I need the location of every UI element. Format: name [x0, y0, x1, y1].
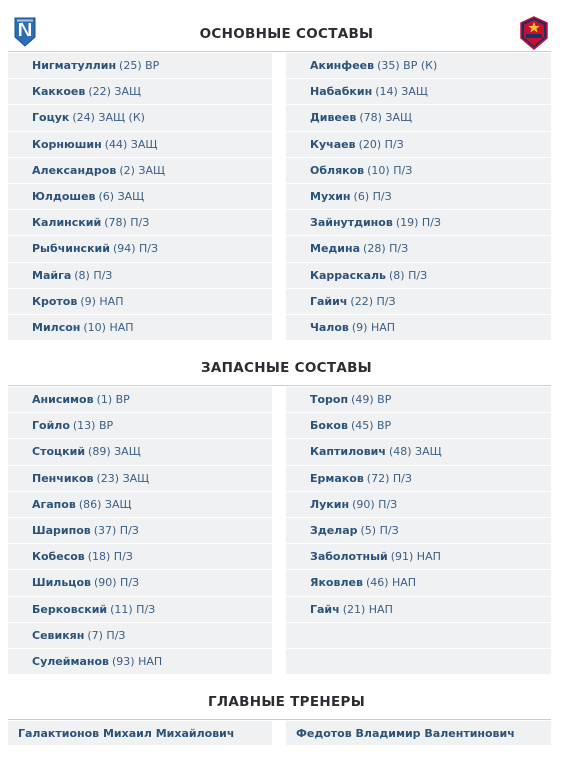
player-name: Боков — [310, 419, 348, 433]
player-number-position: (5) П/З — [360, 524, 399, 538]
player-number-position: (10) П/З — [367, 163, 413, 177]
home-head-coach: Галактионов Михаил Михайлович — [8, 721, 272, 745]
player-name: Гоцук — [32, 111, 70, 125]
player-name: Шарипов — [32, 524, 91, 538]
player-number-position: (22) П/З — [350, 294, 396, 308]
player-row — [286, 315, 551, 341]
player-name: Юлдошев — [32, 190, 96, 204]
player-number-position: (93) НАП — [112, 654, 163, 668]
player-name: Зайнутдинов — [310, 216, 393, 230]
player-row — [8, 289, 272, 315]
player-name: Шильцов — [32, 576, 91, 590]
player-number-position: (45) ВР — [350, 419, 392, 433]
player-name: Обляков — [310, 163, 365, 177]
player-row — [286, 413, 551, 439]
player-number-position: (19) П/З — [395, 216, 441, 230]
player-name: Нигматуллин — [32, 59, 117, 73]
player-row — [286, 544, 551, 570]
starting-away-list — [286, 53, 551, 341]
away-head-coach: Федотов Владимир Валентинович — [286, 721, 551, 745]
starting-home-list — [8, 53, 272, 341]
player-number-position: (94) П/З — [112, 242, 159, 256]
player-number-position: (78) П/З — [104, 216, 150, 230]
player-row — [8, 184, 272, 210]
player-name: Майга — [32, 268, 72, 282]
player-name: Акинфеев — [310, 59, 375, 73]
player-number-position: (13) ВР — [72, 419, 114, 433]
player-number-position: (78) ЗАЩ — [359, 111, 413, 125]
player-number-position: (37) П/З — [93, 524, 139, 538]
player-number-position: (10) НАП — [83, 320, 134, 334]
player-name: Дивеев — [310, 111, 357, 125]
player-row — [286, 518, 551, 544]
divider — [8, 51, 551, 52]
player-number-position: (8) П/З — [74, 268, 113, 282]
player-row — [286, 132, 551, 158]
player-row — [8, 466, 272, 492]
player-row — [8, 570, 272, 596]
player-row — [286, 53, 551, 79]
divider — [8, 385, 551, 386]
player-number-position: (2) ЗАЩ — [119, 163, 166, 177]
player-row — [286, 387, 551, 413]
player-row — [286, 439, 551, 465]
player-name: Ермаков — [310, 471, 364, 485]
player-name: Тороп — [310, 393, 349, 407]
player-name: Калинский — [32, 216, 102, 230]
player-number-position: (8) П/З — [389, 268, 428, 282]
player-row — [8, 649, 272, 675]
player-row — [286, 570, 551, 596]
player-row — [8, 439, 272, 465]
player-name: Набабкин — [310, 85, 373, 99]
player-name: Медина — [310, 242, 361, 256]
player-name: Анисимов — [32, 393, 94, 407]
player-number-position: (14) ЗАЩ — [375, 85, 428, 99]
player-row — [8, 518, 272, 544]
player-row — [286, 105, 551, 131]
player-number-position: (91) НАП — [390, 550, 441, 564]
player-row — [286, 597, 551, 623]
player-name: Гайч — [310, 602, 340, 616]
player-number-position: (72) П/З — [366, 471, 412, 485]
player-number-position: (86) ЗАЩ — [78, 497, 132, 511]
player-name: Кобесов — [32, 550, 85, 564]
player-name: Пенчиков — [32, 471, 94, 485]
player-name: Милсон — [32, 320, 81, 334]
player-number-position: (6) ЗАЩ — [98, 190, 145, 204]
player-name: Кучаев — [310, 137, 356, 151]
player-row — [8, 236, 272, 262]
player-row — [286, 158, 551, 184]
player-number-position: (48) ЗАЩ — [388, 445, 442, 459]
player-number-position: (90) П/З — [93, 576, 140, 590]
player-name: Заболотный — [310, 550, 388, 564]
starting-lineups-title: ОСНОВНЫЕ СОСТАВЫ — [199, 26, 374, 42]
player-name: Берковский — [32, 602, 108, 616]
player-row — [286, 210, 551, 236]
player-number-position: (44) ЗАЩ — [104, 137, 158, 151]
player-number-position: (21) НАП — [342, 602, 393, 616]
player-name: Корнюшин — [32, 137, 102, 151]
player-name: Кротов — [32, 294, 78, 308]
player-number-position: (46) НАП — [365, 576, 417, 590]
player-number-position: (35) ВР (К) — [377, 59, 438, 73]
player-name: Севикян — [32, 628, 85, 642]
player-name: Александров — [32, 163, 117, 177]
empty-row — [286, 649, 551, 675]
player-row — [286, 289, 551, 315]
player-number-position: (9) НАП — [351, 320, 396, 334]
player-row — [8, 315, 272, 341]
player-name: Каккоев — [32, 85, 86, 99]
player-row — [8, 413, 272, 439]
subs-home-list — [8, 387, 272, 675]
player-name: Чалов — [310, 320, 349, 334]
player-number-position: (23) ЗАЩ — [96, 471, 150, 485]
player-row — [8, 53, 272, 79]
player-number-position: (28) П/З — [363, 242, 409, 256]
player-row — [286, 236, 551, 262]
player-number-position: (6) П/З — [353, 190, 392, 204]
player-row — [286, 466, 551, 492]
player-row — [8, 623, 272, 649]
player-row — [286, 184, 551, 210]
player-name: Агапов — [32, 497, 76, 511]
divider — [8, 719, 551, 720]
player-number-position: (49) ВР — [351, 393, 392, 407]
player-row — [8, 79, 272, 105]
player-number-position: (22) ЗАЩ — [88, 85, 142, 99]
subs-away-list — [286, 387, 551, 675]
empty-row — [286, 623, 551, 649]
player-row — [8, 387, 272, 413]
substitutes-title: ЗАПАСНЫЕ СОСТАВЫ — [201, 360, 372, 376]
player-number-position: (18) П/З — [87, 550, 133, 564]
player-row — [286, 263, 551, 289]
player-name: Лукин — [310, 497, 350, 511]
player-row — [8, 597, 272, 623]
player-row — [8, 263, 272, 289]
player-name: Стоцкий — [32, 445, 86, 459]
player-row — [8, 158, 272, 184]
head-coaches-title: ГЛАВНЫЕ ТРЕНЕРЫ — [208, 694, 365, 710]
player-row — [286, 79, 551, 105]
player-number-position: (90) П/З — [352, 497, 398, 511]
player-name: Мухин — [310, 190, 351, 204]
player-row — [8, 132, 272, 158]
player-row — [8, 210, 272, 236]
player-row — [8, 492, 272, 518]
player-name: Сулейманов — [32, 654, 109, 668]
player-row — [286, 492, 551, 518]
player-name: Рыбчинский — [32, 242, 110, 256]
player-name: Гайич — [310, 294, 348, 308]
player-name: Карраскаль — [310, 268, 387, 282]
player-number-position: (89) ЗАЩ — [88, 445, 141, 459]
player-name: Гойло — [32, 419, 70, 433]
player-number-position: (1) ВР — [96, 393, 130, 407]
player-name: Яковлев — [310, 576, 363, 590]
player-row — [8, 105, 272, 131]
player-number-position: (9) НАП — [80, 294, 124, 308]
player-row — [8, 544, 272, 570]
player-number-position: (24) ЗАЩ (К) — [72, 111, 145, 125]
player-number-position: (20) П/З — [358, 137, 404, 151]
player-number-position: (11) П/З — [110, 602, 156, 616]
player-number-position: (25) ВР — [119, 59, 160, 73]
player-name: Зделар — [310, 524, 358, 538]
player-name: Каптилович — [310, 445, 386, 459]
player-number-position: (7) П/З — [87, 628, 126, 642]
